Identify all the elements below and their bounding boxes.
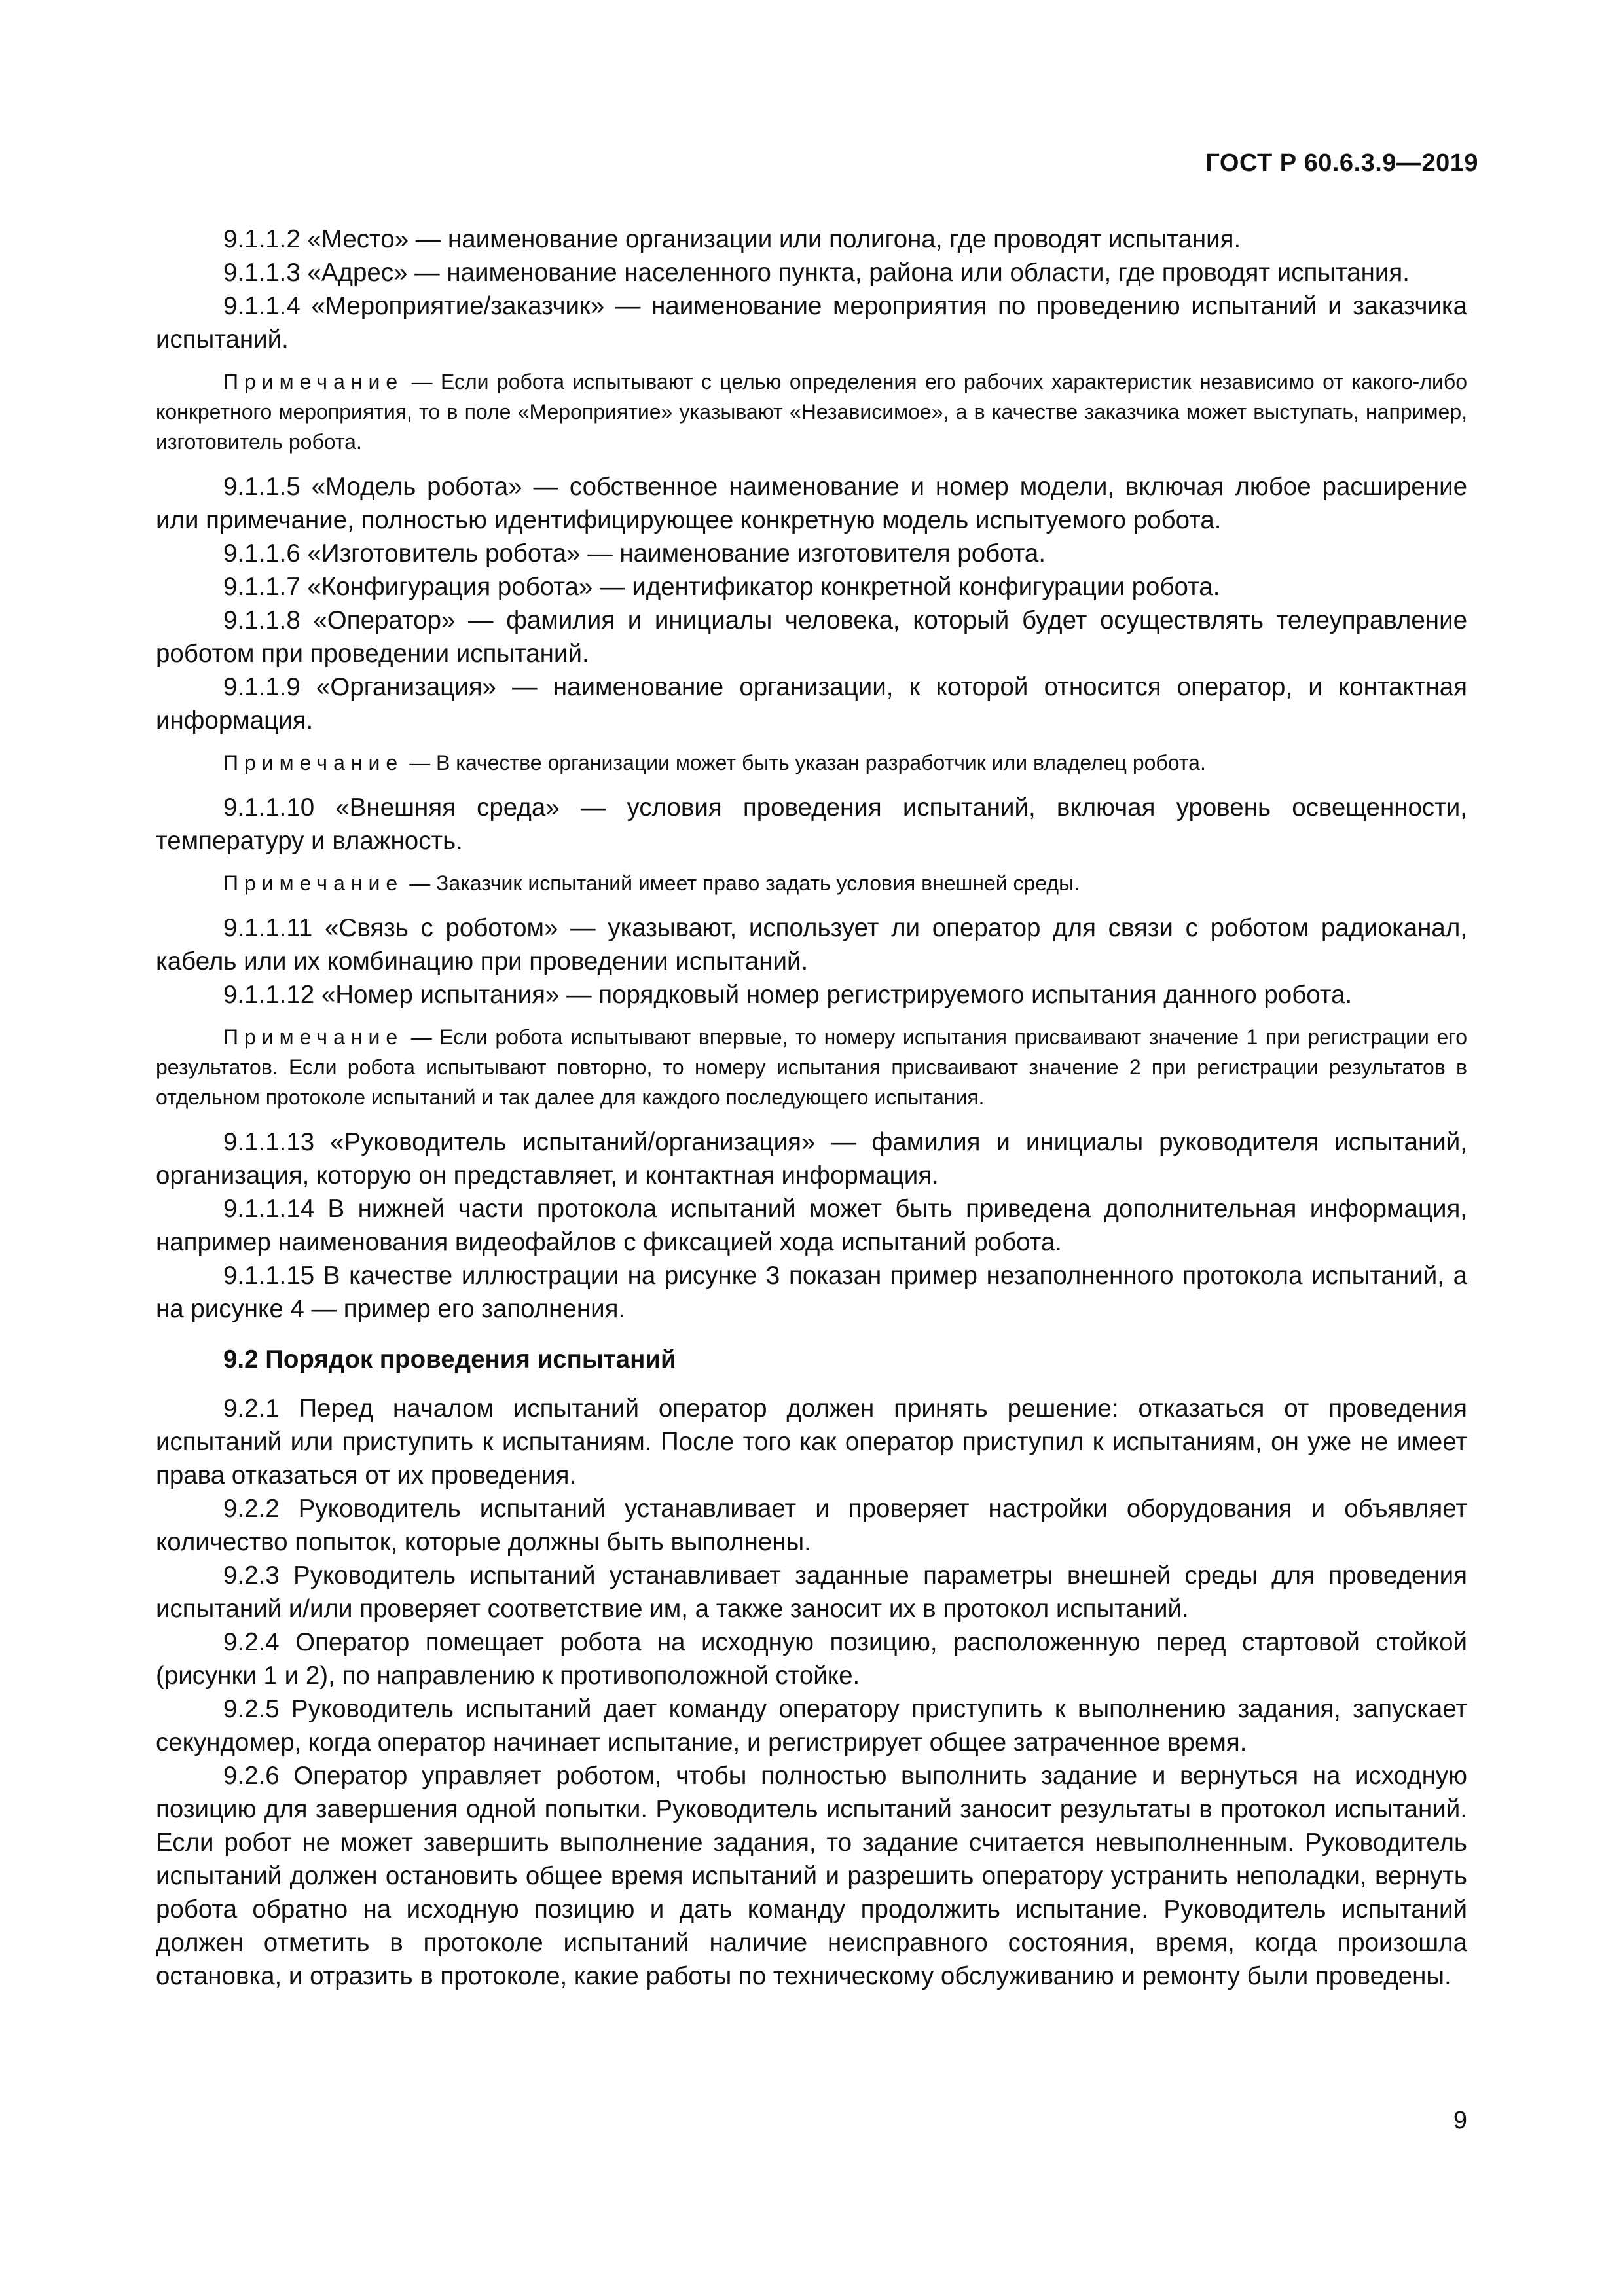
clause-9-1-1-6: 9.1.1.6 «Изготовитель робота» — наименование изготовителя робота. [223, 539, 1046, 568]
note-text: — Если робота испытывают с целью определения его рабочих характеристик независимо от какого-либо конкретного мероприятия, то в поле «Мероприятие» указывают «Независимое», а в качестве заказчика может выступать, например, изготовитель робота. [156, 370, 1467, 454]
clause-9-1-1-14: 9.1.1.14 В нижней части протокола испытаний может быть приведена дополнительная информация, например наименования видеофайлов с фиксацией хода испытаний робота. [156, 1195, 1467, 1256]
note-text: — В качестве организации может быть указан разработчик или владелец робота. [403, 751, 1206, 774]
clause-9-2-1: 9.2.1 Перед началом испытаний оператор должен принять решение: отказаться от проведения испытаний или приступить к испытаниям. После того как оператор приступил к испытаниям, он уже не имеет права отказаться от их проведения. [156, 1394, 1467, 1489]
note-1 [156, 367, 1467, 457]
clause-9-1-1-9: 9.1.1.9 «Организация» — наименование организации, к которой относится оператор, и контактная информация. [156, 673, 1467, 735]
clause-9-2-6: 9.2.6 Оператор управляет роботом, чтобы полностью выполнить задание и вернуться на исходную позицию для завершения одной попытки. Руководитель испытаний заносит результаты в протокол испытаний. Если робот не может завершить выполнение задания, то задание считается невыполненным. Руководитель испытаний должен остановить общее время испытаний и разрешить оператору устранить неполадки, вернуть робота обратно на исходную позицию и дать команду продолжить испытание. Руководитель испытаний должен отметить в протоколе испытаний наличие неисправного состояния, время, когда произошла остановка, и отразить в протоколе, какие работы по техническому обслуживанию и ремонту были проведены. [156, 1762, 1467, 1990]
note-label: Примечание [223, 1025, 404, 1049]
clause-9-1-1-13: 9.1.1.13 «Руководитель испытаний/организация» — фамилия и инициалы руководителя испытаний, организация, которую он представляет, и контактная информация. [156, 1128, 1467, 1190]
clause-9-2-3: 9.2.3 Руководитель испытаний устанавливает заданные параметры внешней среды для проведения испытаний и/или проверяет соответствие им, а также заносит их в протокол испытаний. [156, 1561, 1467, 1623]
clause-9-1-1-3: 9.1.1.3 «Адрес» — наименование населенного пункта, района или области, где проводят испытания. [223, 259, 1410, 287]
note-text: — Заказчик испытаний имеет право задать условия внешней среды. [403, 871, 1080, 895]
note-text: — Если робота испытывают впервые, то номеру испытания присваивают значение 1 при регистрации его результатов. Если робота испытывают повторно, то номеру испытания присваивают значение 2 при регистрации результатов в отдельном протоколе испытаний и так далее для каждого последующего испытания. [156, 1025, 1467, 1109]
clause-9-1-1-5: 9.1.1.5 «Модель робота» — собственное наименование и номер модели, включая любое расширение или примечание, полностью идентифицирующее конкретную модель испытуемого робота. [156, 473, 1467, 534]
clause-9-2-5: 9.2.5 Руководитель испытаний дает команду оператору приступить к выполнению задания, запускает секундомер, когда оператор начинает испытание, и регистрирует общее затраченное время. [156, 1695, 1467, 1757]
clause-9-1-1-11: 9.1.1.11 «Связь с роботом» — указывают, использует ли оператор для связи с роботом радиоканал, кабель или их комбинацию при проведении испытаний. [156, 914, 1467, 975]
clause-9-1-1-7: 9.1.1.7 «Конфигурация робота» — идентификатор конкретной конфигурации робота. [223, 573, 1220, 601]
clause-9-1-1-8: 9.1.1.8 «Оператор» — фамилия и инициалы человека, который будет осуществлять телеуправление роботом при проведении испытаний. [156, 606, 1467, 668]
clause-9-1-1-2: 9.1.1.2 «Место» — наименование организации или полигона, где проводят испытания. [223, 225, 1241, 253]
note-label: Примечание [223, 871, 404, 895]
page-number: 9 [1453, 2107, 1467, 2134]
clause-9-1-1-12: 9.1.1.12 «Номер испытания» — порядковый номер регистрируемого испытания данного робота. [223, 981, 1353, 1009]
clause-9-2-4: 9.2.4 Оператор помещает робота на исходную позицию, расположенную перед стартовой стойкой (рисунки 1 и 2), по направлению к противоположной стойке. [156, 1628, 1467, 1690]
page-body [156, 223, 1467, 1993]
section-heading-9-2: 9.2 Порядок проведения испытаний [223, 1345, 676, 1374]
document-header: ГОСТ Р 60.6.3.9—2019 [1205, 149, 1478, 177]
clause-9-1-1-15: 9.1.1.15 В качестве иллюстрации на рисунке 3 показан пример незаполненного протокола испытаний, а на рисунке 4 — пример его заполнения. [156, 1262, 1467, 1323]
clause-9-1-1-10: 9.1.1.10 «Внешняя среда» — условия проведения испытаний, включая уровень освещенности, температуру и влажность. [156, 793, 1467, 855]
clause-9-1-1-4: 9.1.1.4 «Мероприятие/заказчик» — наименование мероприятия по проведению испытаний и заказчика испытаний. [156, 292, 1467, 354]
note-3 [156, 868, 1467, 898]
note-4 [156, 1022, 1467, 1112]
clause-9-2-2: 9.2.2 Руководитель испытаний устанавливает и проверяет настройки оборудования и объявляет количество попыток, которые должны быть выполнены. [156, 1495, 1467, 1556]
note-2 [156, 748, 1467, 778]
note-label: Примечание [223, 751, 404, 774]
note-label: Примечание [223, 370, 404, 393]
